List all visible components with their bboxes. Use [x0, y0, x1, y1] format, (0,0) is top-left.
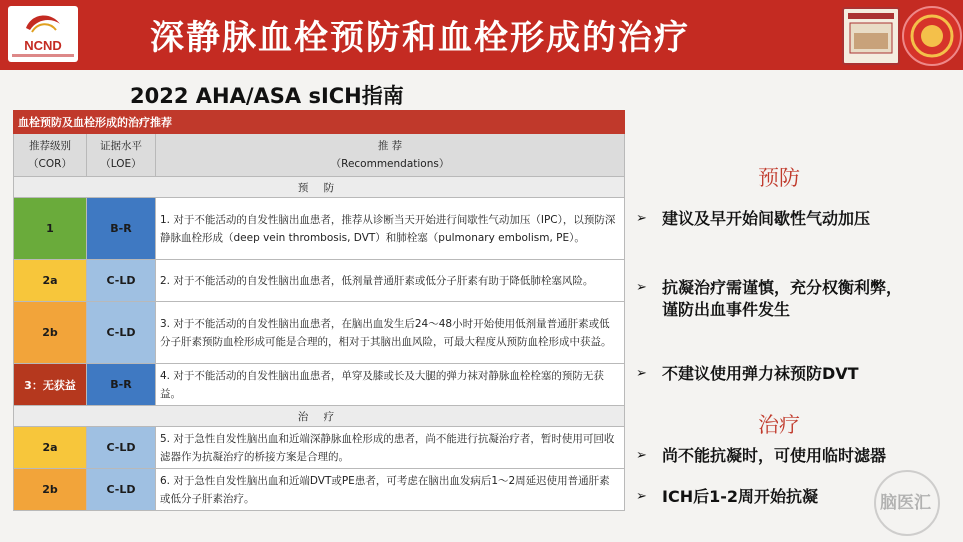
loe-cell: C-LD [87, 302, 156, 364]
ncnd-logo [8, 6, 78, 62]
cor-cell: 2b [14, 469, 87, 511]
guideline-subtitle: 2022 AHA/ASA sICH指南 [130, 84, 404, 108]
watermark-text: 脑医汇 [880, 493, 931, 513]
cor-cell: 2b [14, 302, 87, 364]
loe-cell: C-LD [87, 469, 156, 511]
arrow-icon: ➢ [636, 448, 647, 463]
table-row [14, 364, 625, 406]
prevention-heading: 预防 [758, 166, 800, 190]
cor-cell: 3：无获益 [14, 364, 87, 406]
table-row [14, 302, 625, 364]
university-emblem [842, 7, 900, 65]
rec-cell: 4. 对于不能活动的自发性脑出血患者，单穿及膝或长及大腿的弹力袜对静脉血栓栓塞的预防无获益。 [156, 364, 625, 406]
arrow-icon: ➢ [636, 489, 647, 504]
table-caption: 血栓预防及血栓形成的治疗推荐 [14, 111, 625, 134]
rec-cell: 3. 对于不能活动的自发性脑出血患者，在脑出血发生后24～48小时开始使用低剂量普通肝素或低分子肝素预防血栓形成可能是合理的，相对于其脑出血风险，可最大程度从预防血栓形成中获益。 [156, 302, 625, 364]
rec-cell: 2. 对于不能活动的自发性脑出血患者，低剂量普通肝素或低分子肝素有助于降低肺栓塞风险。 [156, 260, 625, 302]
cor-cell: 2a [14, 260, 87, 302]
rec-cell: 5. 对于急性自发性脑出血和近端深静脉血栓形成的患者，尚不能进行抗凝治疗者，暂时使用可回收滤器作为抗凝治疗的桥接方案是合理的。 [156, 427, 625, 469]
section-prevention-row [14, 177, 625, 198]
header-bar [0, 0, 963, 70]
recommendation-table [13, 110, 625, 511]
logo-underline [12, 54, 74, 57]
cor-header: 推荐级别 （COR） [14, 134, 87, 177]
table-row [14, 198, 625, 260]
loe-cell: B-R [87, 198, 156, 260]
cor-cell: 2a [14, 427, 87, 469]
section-treatment-row [14, 406, 625, 427]
page-title: 深静脉血栓预防和血栓形成的治疗 [150, 18, 690, 58]
loe-cell: B-R [87, 364, 156, 406]
treatment-heading: 治疗 [758, 413, 800, 437]
section-prevention-label: 预 防 [14, 177, 625, 198]
cor-cell: 1 [14, 198, 87, 260]
table-row [14, 260, 625, 302]
arrow-icon: ➢ [636, 366, 647, 381]
loe-cell: C-LD [87, 260, 156, 302]
loe-cell: C-LD [87, 427, 156, 469]
logo-text: NCND [24, 38, 62, 53]
arrow-icon: ➢ [636, 211, 647, 226]
rec-cell: 6. 对于急性自发性脑出血和近端DVT或PE患者，可考虑在脑出血发病后1～2周延迟使用普通肝素或低分子肝素治疗。 [156, 469, 625, 511]
loe-header: 证据水平 （LOE） [87, 134, 156, 177]
rec-header: 推 荐 （Recommendations） [156, 134, 625, 177]
table-row [14, 427, 625, 469]
arrow-icon: ➢ [636, 280, 647, 295]
rec-cell: 1. 对于不能活动的自发性脑出血患者，推荐从诊断当天开始进行间歇性气动加压（IPC），以预防深静脉血栓形成（deep vein thrombosis, DVT）和肺栓塞（pulmonary embolism, PE）。 [156, 198, 625, 260]
anniversary-emblem [902, 6, 962, 66]
section-treatment-label: 治 疗 [14, 406, 625, 427]
logo-swirl-icon [22, 10, 64, 36]
table-header-row [14, 134, 625, 177]
table-row [14, 469, 625, 511]
table-caption-row [14, 111, 625, 134]
